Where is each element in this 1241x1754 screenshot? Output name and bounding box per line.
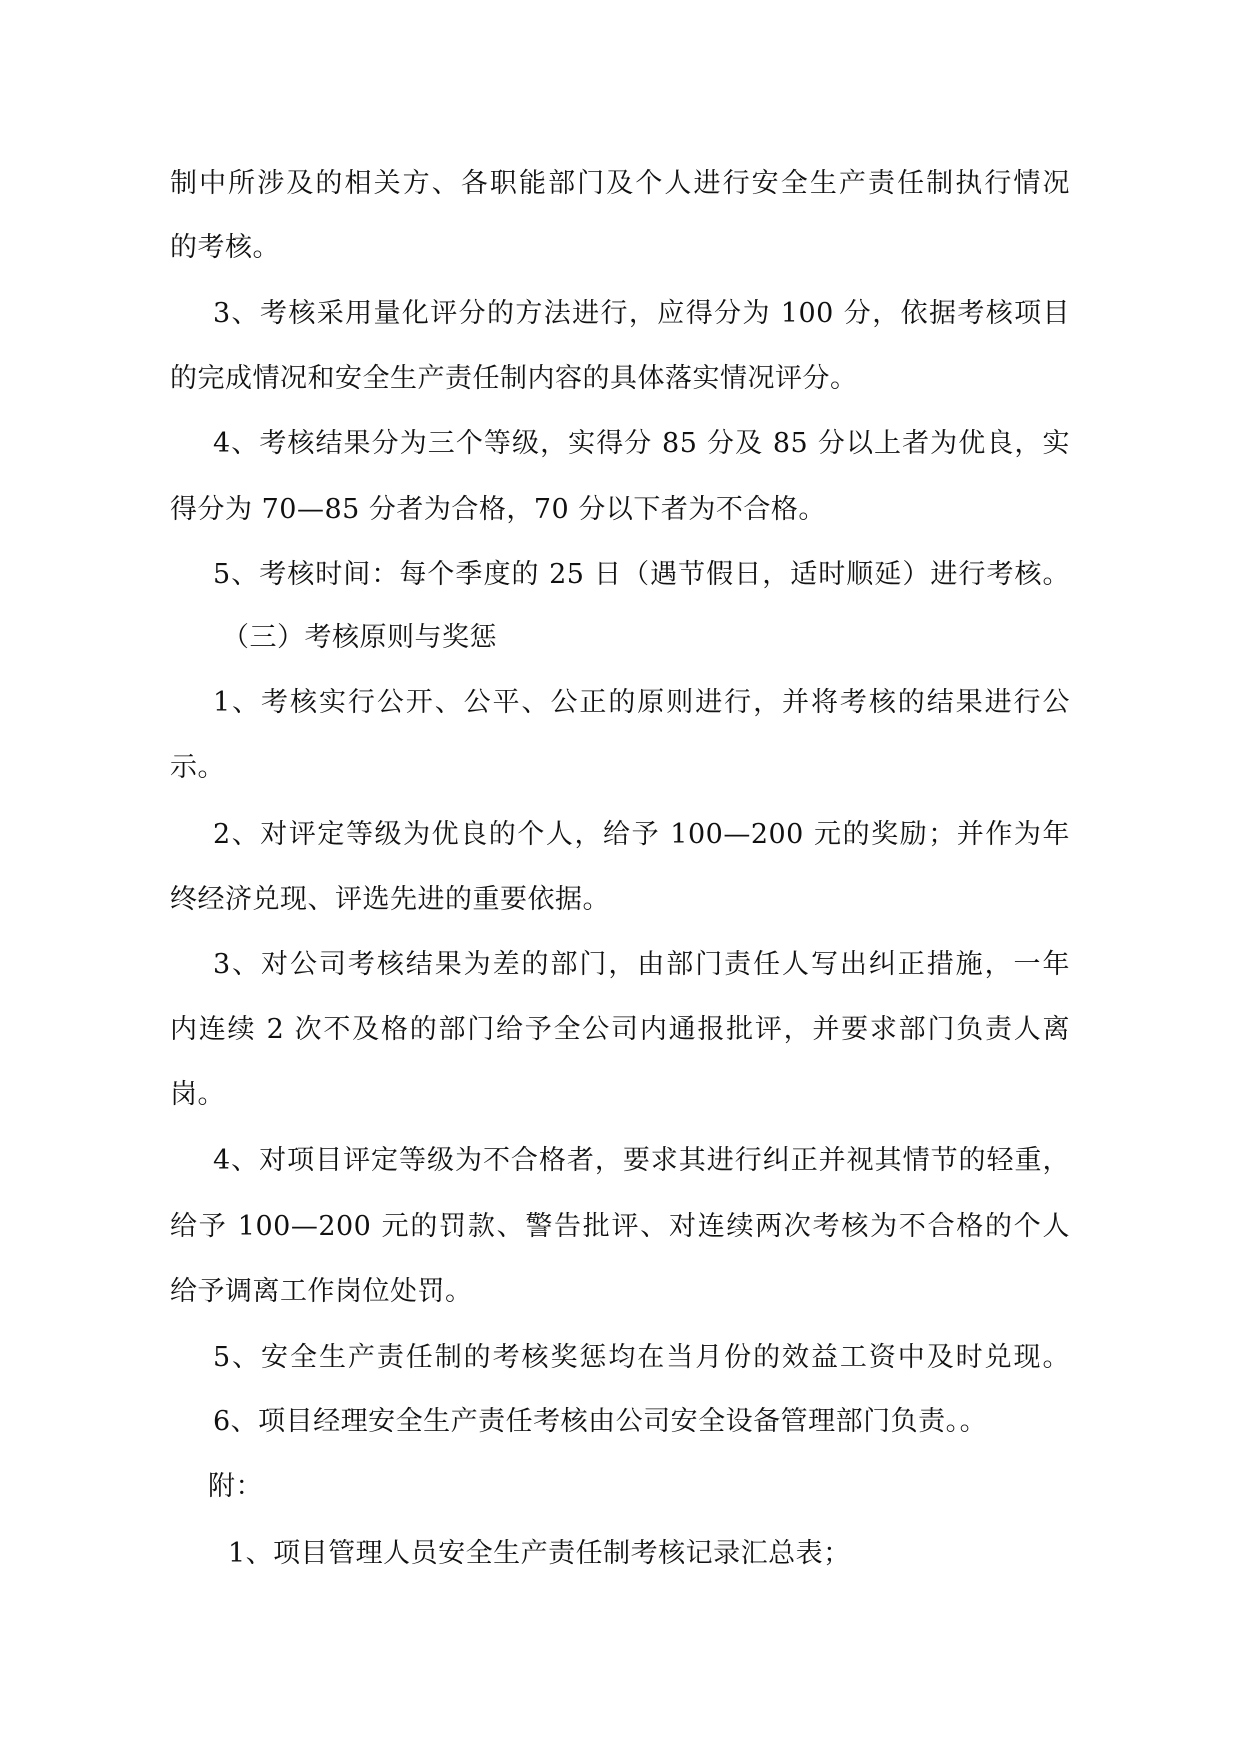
- paragraph-line: 6、项目经理安全生产责任考核由公司安全设备管理部门负责。。: [213, 1406, 988, 1437]
- attachment-label: 附：: [208, 1471, 263, 1502]
- paragraph-line: 制中所涉及的相关方、各职能部门及个人进行安全生产责任制执行情况: [170, 168, 1070, 199]
- paragraph-line: 3、对公司考核结果为差的部门，由部门责任人写出纠正措施，一年: [213, 949, 1070, 980]
- paragraph-line: 终经济兑现、评选先进的重要依据。: [170, 884, 610, 915]
- paragraph-line: 给予调离工作岗位处罚。: [170, 1276, 473, 1307]
- paragraph-line: 内连续 2 次不及格的部门给予全公司内通报批评，并要求部门负责人离: [170, 1014, 1070, 1045]
- paragraph-line: 得分为 70—85 分者为合格，70 分以下者为不合格。: [170, 494, 826, 525]
- paragraph-line: 4、考核结果分为三个等级，实得分 85 分及 85 分以上者为优良，实: [213, 428, 1070, 459]
- section-heading: （三）考核原则与奖惩: [222, 622, 497, 653]
- paragraph-line: 给予 100—200 元的罚款、警告批评、对连续两次考核为不合格的个人: [170, 1211, 1070, 1242]
- paragraph-line: 2、对评定等级为优良的个人，给予 100—200 元的奖励；并作为年: [213, 819, 1070, 850]
- paragraph-line: 4、对项目评定等级为不合格者，要求其进行纠正并视其情节的轻重，: [213, 1145, 1070, 1176]
- paragraph-line: 5、考核时间：每个季度的 25 日（遇节假日，适时顺延）进行考核。: [213, 559, 1070, 590]
- paragraph-line: 1、考核实行公开、公平、公正的原则进行，并将考核的结果进行公: [213, 687, 1070, 718]
- attachment-item: 1、项目管理人员安全生产责任制考核记录汇总表；: [228, 1538, 851, 1569]
- paragraph-line: 3、考核采用量化评分的方法进行，应得分为 100 分，依据考核项目: [213, 298, 1070, 329]
- paragraph-line: 示。: [170, 752, 225, 783]
- paragraph-line: 的完成情况和安全生产责任制内容的具体落实情况评分。: [170, 363, 858, 394]
- paragraph-line: 的考核。: [170, 232, 280, 263]
- paragraph-line: 5、安全生产责任制的考核奖惩均在当月份的效益工资中及时兑现。: [213, 1342, 1070, 1373]
- paragraph-line: 岗。: [170, 1079, 225, 1110]
